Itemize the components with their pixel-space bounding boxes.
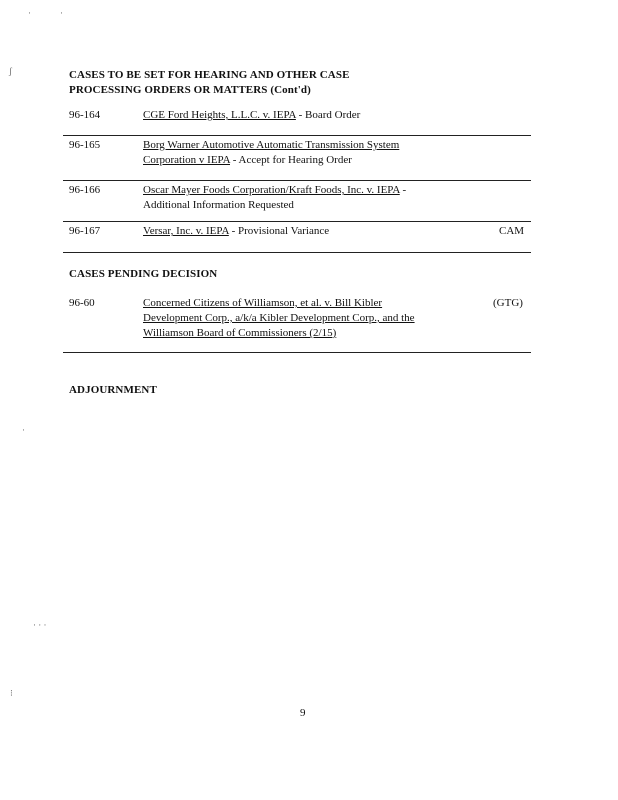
case-title: Oscar Mayer Foods Corporation/Kraft Foods, Inc. v. IEPA: [143, 184, 400, 196]
case-description: [143, 224, 483, 239]
adjournment-heading: ADJOURNMENT: [69, 384, 157, 396]
section-heading-line1: CASES TO BE SET FOR HEARING AND OTHER CASE: [69, 69, 350, 81]
case-description: [143, 183, 448, 213]
case-action: - Board Order: [295, 109, 361, 121]
case-description: [143, 138, 443, 168]
page-number: 9: [300, 707, 306, 719]
scan-speck: ·: [60, 8, 63, 18]
case-title: CGE Ford Heights, L.L.C. v. IEPA: [143, 109, 296, 121]
case-action: - Provisional Variance: [228, 225, 330, 237]
case-number: 96-165: [69, 139, 101, 151]
case-description: [143, 108, 483, 123]
case-description: [143, 296, 443, 341]
case-title: Concerned Citizens of Williamson, et al. v. Bill Kibler Development Corp., a/k/a Kibler Development Corp., and the Williamson Board of Commissioners (2/15): [143, 297, 415, 339]
scan-speck: ʃ: [9, 66, 12, 76]
case-title: Versar, Inc. v. IEPA: [143, 225, 229, 237]
divider: [63, 352, 531, 353]
scan-speck: ·: [22, 425, 25, 435]
scan-speck: ·: [28, 8, 31, 18]
divider: [63, 135, 531, 136]
case-number: 96-166: [69, 184, 101, 196]
divider: [63, 221, 531, 222]
case-number: 96-167: [69, 225, 101, 237]
case-action: - Additional Information Requested: [143, 184, 407, 211]
case-number: 96-164: [69, 109, 101, 121]
case-title: Borg Warner Automotive Automatic Transmission System Corporation v IEPA: [143, 139, 400, 166]
case-assignee-code: CAM: [499, 225, 525, 237]
section-heading-pending: CASES PENDING DECISION: [69, 268, 218, 280]
section-heading-hearing: [69, 68, 350, 98]
divider: [63, 180, 531, 181]
case-number: 96-60: [69, 297, 95, 309]
case-action: - Accept for Hearing Order: [230, 154, 352, 166]
section-heading-line2: PROCESSING ORDERS OR MATTERS (Cont'd): [69, 84, 311, 96]
scan-speck: ⁝: [10, 688, 13, 698]
scan-speck: · · ·: [33, 620, 47, 630]
divider: [63, 252, 531, 253]
case-assignee-code: (GTG): [493, 297, 523, 309]
